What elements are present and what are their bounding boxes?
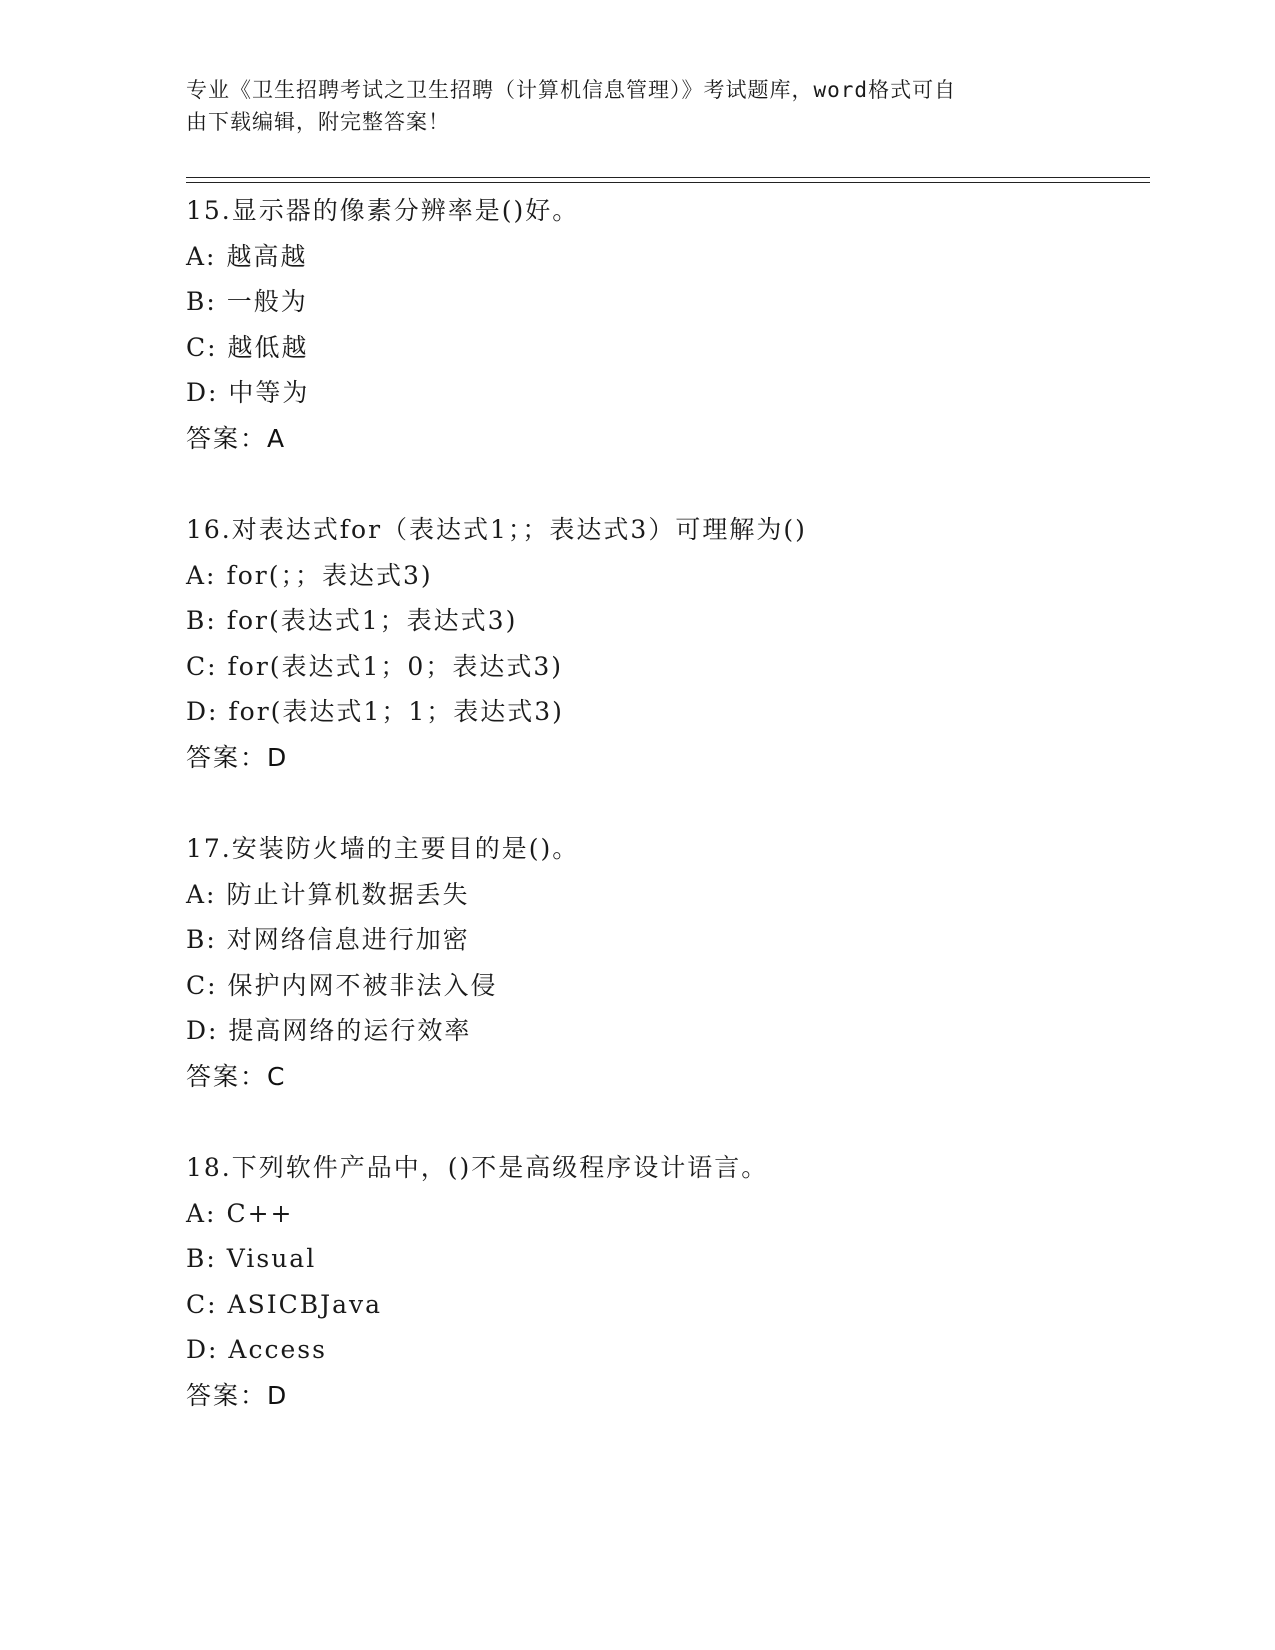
option-text: for(表达式1；1；表达式3) (228, 697, 564, 726)
question-17 (186, 826, 1150, 1099)
option-c (186, 963, 1150, 1009)
option-d (186, 1327, 1150, 1373)
question-18 (186, 1145, 1150, 1418)
option-text: 越高越 (226, 241, 308, 271)
option-c (186, 1282, 1150, 1328)
question-stem: 15.显示器的像素分辨率是()好。 (186, 196, 580, 225)
option-letter: C: (186, 651, 218, 681)
option-a (186, 553, 1150, 599)
option-b (186, 598, 1150, 644)
option-c (186, 325, 1150, 371)
option-letter: D: (186, 697, 219, 726)
option-text: 对网络信息进行加密 (226, 925, 470, 954)
option-letter: D: (186, 1335, 219, 1364)
option-letter: B: (186, 1244, 217, 1273)
option-b (186, 1236, 1150, 1282)
answer-line: 答案：D (186, 1380, 289, 1410)
option-c (186, 644, 1150, 690)
option-letter: C: (186, 970, 218, 1000)
option-letter: D: (186, 1016, 219, 1045)
question-16 (186, 507, 1150, 780)
option-letter: C: (186, 332, 218, 362)
question-list (186, 188, 1150, 1418)
header-line-1: 专业《卫生招聘考试之卫生招聘（计算机信息管理）》考试题库，word格式可自 (186, 78, 957, 102)
option-text: C++ (226, 1198, 294, 1228)
question-stem: 16.对表达式for（表达式1；；表达式3）可理解为() (186, 515, 807, 544)
option-d (186, 370, 1150, 416)
question-stem: 18.下列软件产品中，()不是高级程序设计语言。 (186, 1153, 769, 1182)
option-text: 保护内网不被非法入侵 (227, 970, 498, 1000)
header-divider-top (186, 177, 1150, 178)
answer-line: 答案：A (186, 423, 287, 453)
answer-line: 答案：D (186, 742, 289, 772)
option-a (186, 872, 1150, 918)
option-text: 一般为 (226, 287, 308, 316)
option-a (186, 234, 1150, 280)
option-b (186, 279, 1150, 325)
option-text: Visual (226, 1244, 317, 1273)
answer-line: 答案：C (186, 1061, 287, 1091)
option-letter: C: (186, 1289, 218, 1319)
option-letter: A: (186, 879, 217, 909)
option-d (186, 689, 1150, 735)
option-letter: B: (186, 925, 217, 954)
option-text: ASICBJava (227, 1289, 383, 1319)
option-text: Access (228, 1335, 327, 1364)
option-text: for(表达式1；表达式3) (226, 606, 518, 635)
option-text: 中等为 (228, 378, 310, 407)
header-line-2: 由下载编辑，附完整答案！ (186, 110, 450, 134)
option-letter: A: (186, 1198, 217, 1228)
question-stem: 17.安装防火墙的主要目的是()。 (186, 834, 580, 863)
option-text: for(；；表达式3) (226, 560, 433, 590)
option-letter: A: (186, 560, 217, 590)
option-d (186, 1008, 1150, 1054)
option-text: for(表达式1；0；表达式3) (227, 651, 563, 681)
option-letter: A: (186, 241, 217, 271)
header-divider-bottom (186, 182, 1150, 183)
option-letter: B: (186, 606, 217, 635)
option-text: 提高网络的运行效率 (228, 1016, 472, 1045)
option-text: 越低越 (227, 332, 309, 362)
option-b (186, 917, 1150, 963)
option-letter: D: (186, 378, 219, 407)
option-text: 防止计算机数据丢失 (226, 879, 470, 909)
question-15 (186, 188, 1150, 461)
document-header (186, 74, 1066, 138)
option-letter: B: (186, 287, 217, 316)
option-a (186, 1191, 1150, 1237)
